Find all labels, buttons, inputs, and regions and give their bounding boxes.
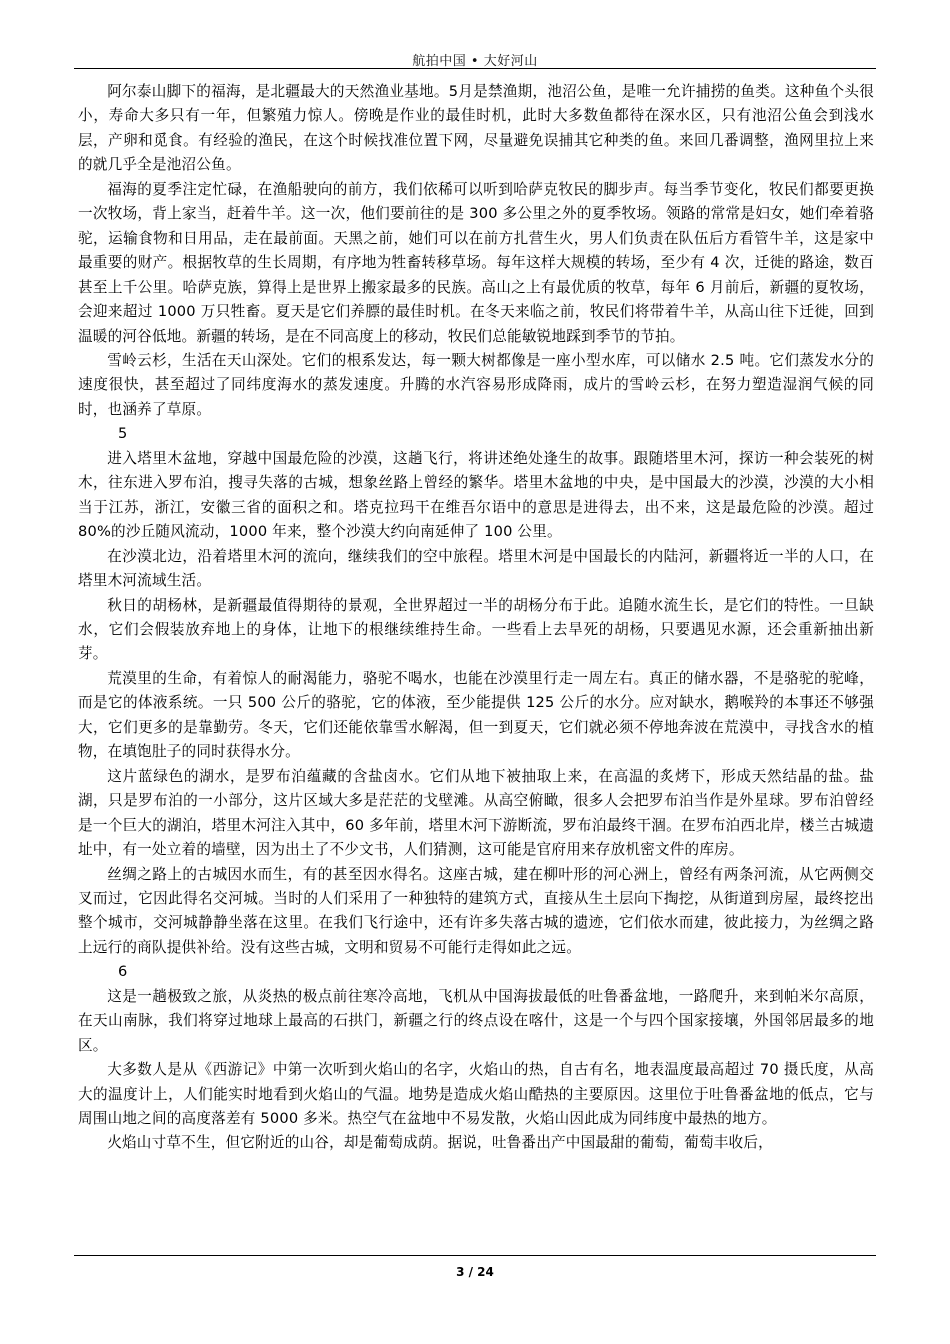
paragraph-kazakh-herders: 福海的夏季注定忙碌，在渔船驶向的前方，我们依稀可以听到哈萨克牧民的脚步声。每当季节变化，牧民们都要更换一次牧场，背上家当，赶着牛羊。这一次，他们要前往的是 300 多公里之外的夏季牧场。领路的常常是妇女，她们牵着骆驼，运输食物和日用品，走在最前面。天黑之前，她们可以在前方扎营生火，男人们负责在队伍后方看管牛羊，这是家中最重要的财产。根据牧草的生长周期，有序地为牲畜转移草场。每年这样大规模的转场，至少有 4 次，迁徙的路途，数百甚至上千公里。哈萨克族，算得上是世界上搬家最多的民族。高山之上有最优质的牧草，每年 6 月前后，新疆的夏牧场，会迎来超过 1000 万只牲畜。夏天是它们养膘的最佳时机。在冬天来临之前，牧民们将带着牛羊，从高山往下迁徙，回到温暖的河谷低地。新疆的转场，是在不同高度上的移动，牧民们总能敏锐地踩到季节的节拍。 [78, 180, 874, 345]
paragraph-jiaohe-city: 丝绸之路上的古城因水而生，有的甚至因水得名。这座古城，建在柳叶形的河心洲上，曾经有两条河流，从它两侧交叉而过，它因此得名交河城。当时的人们采用了一种独特的建筑方式，直接从生土层向下掏挖，从街道到房屋，最终挖出整个城市，交河城静静坐落在这里。在我们飞行途中，还有许多失落古城的遗迹，它们依水而建，彼此接力，为丝绸之路上远行的商队提供补给。没有这些古城，文明和贸易不可能行走得如此之远。 [78, 865, 874, 956]
running-header-title: 航拍中国 • 大好河山 [412, 54, 538, 69]
paragraph-grape-valley: 火焰山寸草不生，但它附近的山谷，却是葡萄成荫。据说，吐鲁番出产中国最甜的葡萄，葡萄丰收后， [107, 1134, 773, 1152]
section-number: 6 [118, 963, 128, 981]
paragraph-poplar-forest: 秋日的胡杨林，是新疆最值得期待的景观，全世界超过一半的胡杨分布于此。追随水流生长，是它们的特性。一旦缺水，它们会假装放弃地上的身体，让地下的根继续维持生命。一些看上去旱死的胡杨，只要遇见水源，还会重新抽出新芽。 [78, 596, 874, 663]
page-number: 3 / 24 [456, 1265, 494, 1279]
paragraph-desert-life: 荒漠里的生命，有着惊人的耐渴能力，骆驼不喝水，也能在沙漠里行走一周左右。真正的储水器，不是骆驼的驼峰，而是它的体液系统。一只 500 公斤的骆驼，它的体液，至少能提供 125 公斤的水分。应对缺水，鹅喉羚的本事还不够强大，它们更多的是靠勤劳。冬天，它们还能依靠雪水解渴，但一到夏天，它们就必须不停地奔波在荒漠中，寻找含水的植物，在填饱肚子的同时获得水分。 [78, 669, 874, 761]
paragraph-flaming-mountains: 大多数人是从《西游记》中第一次听到火焰山的名字，火焰山的热，自古有名，地表温度最高超过 70 摄氏度，从高大的温度计上，人们能实时地看到火焰山的气温。地势是造成火焰山酷热的主要原因。这里位于吐鲁番盆地的低点，它与周围山地之间的高度落差有 5000 多米。热空气在盆地中不易发散，火焰山因此成为同纬度中最热的地方。 [78, 1061, 874, 1128]
paragraph-tarim-river: 在沙漠北边，沿着塔里木河的流向，继续我们的空中旅程。塔里木河是中国最长的内陆河，新疆将近一半的人口，在塔里木河流域生活。 [78, 547, 874, 590]
header-divider [74, 68, 876, 69]
section-number: 5 [118, 425, 128, 443]
paragraph-tianshan-spruce: 雪岭云杉，生活在天山深处。它们的根系发达，每一颗大树都像是一座小型水库，可以储水 2.5 吨。它们蒸发水分的速度很快，甚至超过了同纬度海水的蒸发速度。升腾的水汽容易形成降雨，成片的雪岭云杉，在努力塑造湿润气候的同时，也涵养了草原。 [78, 351, 874, 418]
paragraph-lop-nur: 这片蓝绿色的湖水，是罗布泊蕴藏的含盐卤水。它们从地下被抽取上来，在高温的炙烤下，形成天然结晶的盐。盐湖，只是罗布泊的一小部分，这片区域大多是茫茫的戈壁滩。从高空俯瞰，很多人会把罗布泊当作是外星球。罗布泊曾经是一个巨大的湖泊，塔里木河注入其中，60 多年前，塔里木河下游断流，罗布泊最终干涸。在罗布泊西北岸，楼兰古城遗址中，有一处立着的墙壁，因为出土了不少文书，人们猜测，这可能是官府用来存放机密文件的库房。 [78, 767, 874, 859]
document-body [78, 80, 874, 1156]
paragraph-journey-intro: 这是一趟极致之旅，从炎热的极点前往寒冷高地，飞机从中国海拔最低的吐鲁番盆地，一路爬升，来到帕米尔高原，在天山南脉，我们将穿过地球上最高的石拱门，新疆之行的终点设在喀什，这是一个与四个国家接壤，外国邻居最多的地区。 [78, 987, 874, 1054]
footer-divider [74, 1255, 876, 1256]
paragraph-tarim-basin: 进入塔里木盆地，穿越中国最危险的沙漠，这趟飞行，将讲述绝处逢生的故事。跟随塔里木河，探访一种会装死的树木，往东进入罗布泊，搜寻失落的古城，想象丝路上曾经的繁华。塔里木盆地的中央，是中国最大的沙漠，沙漠的大小相当于江苏，浙江，安徽三省的面积之和。塔克拉玛干在维吾尔语中的意思是进得去，出不来，这是最危险的沙漠。超过 80%的沙丘随风流动，1000 年来，整个沙漠大约向南延伸了 100 公里。 [78, 449, 874, 541]
paragraph-fuhai-fishing: 阿尔泰山脚下的福海，是北疆最大的天然渔业基地。5月是禁渔期，池沼公鱼，是唯一允许捕捞的鱼类。这种鱼个头很小，寿命大多只有一年，但繁殖力惊人。傍晚是作业的最佳时机，此时大多数鱼都待在深水区，只有池沼公鱼会到浅水层，产卵和觅食。有经验的渔民，在这个时候找准位置下网，尽量避免误捕其它种类的鱼。来回几番调整，渔网里拉上来的就几乎全是池沼公鱼。 [78, 83, 874, 174]
